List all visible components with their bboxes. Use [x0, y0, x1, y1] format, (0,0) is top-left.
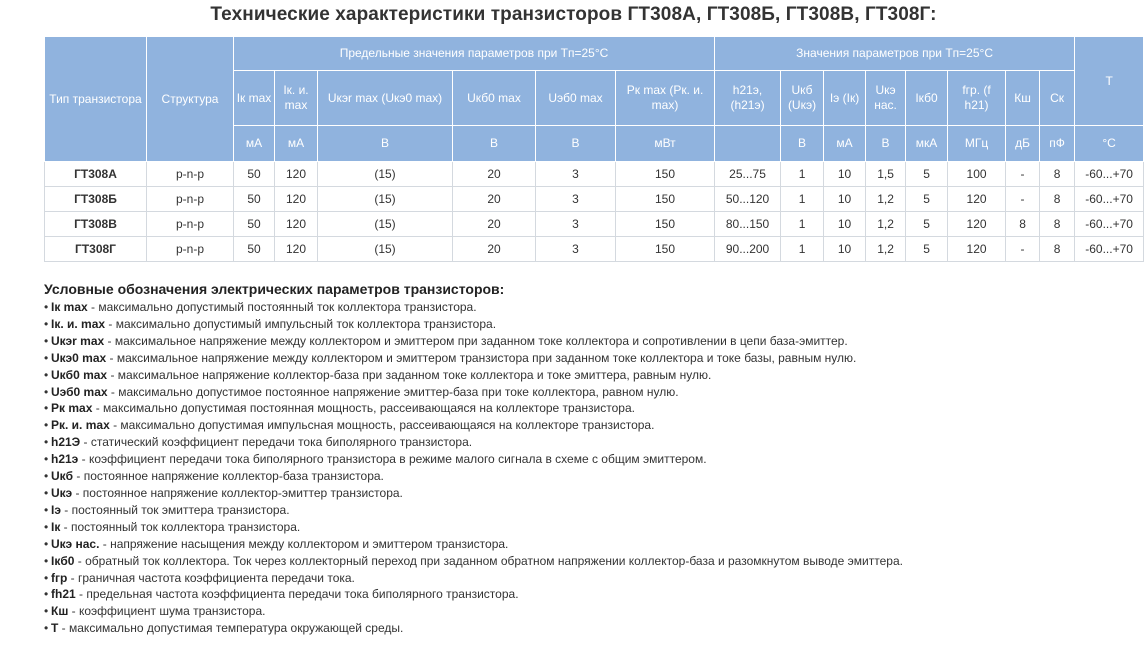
bullet-icon: • — [44, 621, 49, 636]
header-param: h21э, (h21э) — [715, 71, 781, 126]
legend-item — [44, 502, 1114, 519]
table-cell: (15) — [318, 212, 453, 237]
table-cell: 20 — [453, 162, 536, 187]
specs-table — [44, 36, 1144, 262]
header-type: Тип транзистора — [45, 37, 147, 162]
legend-desc: - коэффициент шума транзистора. — [68, 604, 266, 619]
legend-desc: - постоянное напряжение коллектор-база транзистора. — [73, 469, 384, 484]
table-cell: (15) — [318, 162, 453, 187]
legend-item — [44, 620, 1114, 637]
legend-term: fh21 — [51, 587, 76, 602]
header-unit — [715, 126, 781, 162]
legend-desc: - постоянный ток коллектора транзистора. — [60, 519, 301, 534]
table-cell: 50...120 — [715, 187, 781, 212]
header-param: Pк max (Pк. и. max) — [616, 71, 715, 126]
table-cell: 3 — [536, 187, 616, 212]
table-cell: 120 — [275, 237, 318, 262]
table-cell: 5 — [906, 187, 948, 212]
table-row — [45, 212, 1144, 237]
table-cell: 150 — [616, 237, 715, 262]
table-cell: 20 — [453, 212, 536, 237]
legend-term: Uэб0 max — [51, 384, 108, 399]
bullet-icon: • — [44, 553, 49, 568]
header-param: Uкэ нас. — [866, 71, 906, 126]
legend-item — [44, 570, 1114, 587]
header-param: Iк. и. max — [275, 71, 318, 126]
legend-desc: - максимально допустимый постоянный ток коллектора транзистора. — [87, 300, 477, 314]
header-unit: МГц — [948, 126, 1006, 162]
legend-desc: - максимальное напряжение между коллектором и эмиттером транзистора при заданном токе коллектора и токе базы, равным нулю. — [106, 350, 857, 365]
table-cell: - — [1006, 237, 1040, 262]
legend-desc: - коэффициент передачи тока биполярного транзистора в режиме малого сигнала в схеме с общим эмиттером. — [78, 452, 707, 467]
table-cell: (15) — [318, 237, 453, 262]
legend-term: Uкэ — [51, 485, 73, 500]
cell-structure: p-n-p — [147, 187, 234, 212]
legend-item — [44, 451, 1114, 468]
legend-desc: - максимально допустимое постоянное напряжение эмиттер-база при токе коллектора, равном нулю. — [107, 384, 679, 399]
header-unit: дБ — [1006, 126, 1040, 162]
table-cell: 8 — [1040, 237, 1075, 262]
table-cell: (15) — [318, 187, 453, 212]
legend — [44, 281, 1114, 637]
header-unit: пФ — [1040, 126, 1075, 162]
cell-type: ГТ308Г — [45, 237, 147, 262]
legend-item — [44, 603, 1114, 620]
table-cell: 5 — [906, 162, 948, 187]
header-param: Uкб0 max — [453, 71, 536, 126]
table-cell: 90...200 — [715, 237, 781, 262]
legend-item — [44, 384, 1114, 401]
cell-structure: p-n-p — [147, 162, 234, 187]
table-cell: 8 — [1040, 162, 1075, 187]
table-cell: - — [1006, 187, 1040, 212]
legend-term: Uкб — [51, 469, 74, 484]
table-body — [45, 162, 1144, 262]
legend-term: Iк max — [51, 300, 88, 314]
header-param: Uкб (Uкэ) — [781, 71, 824, 126]
legend-term: Uкб0 max — [51, 367, 108, 382]
header-unit: мА — [234, 126, 275, 162]
bullet-icon: • — [44, 435, 49, 450]
header-unit: мА — [824, 126, 866, 162]
bullet-icon: • — [44, 300, 49, 314]
table-row — [45, 187, 1144, 212]
bullet-icon: • — [44, 587, 49, 602]
legend-desc: - максимально допустимый импульсный ток коллектора транзистора. — [105, 316, 497, 331]
table-cell: 80...150 — [715, 212, 781, 237]
table-cell: 20 — [453, 187, 536, 212]
legend-item — [44, 485, 1114, 502]
table-cell: 5 — [906, 237, 948, 262]
legend-desc: - максимально допустимая постоянная мощность, рассеивающаяся на коллекторе транзистора. — [92, 401, 635, 416]
legend-desc: - обратный ток коллектора. Ток через коллекторный переход при заданном обратном напряжении коллектор-база и разомкнутом выводе эмиттера. — [74, 553, 903, 568]
header-param: Iк max — [234, 71, 275, 126]
table-cell: 120 — [948, 187, 1006, 212]
table-cell: 150 — [616, 187, 715, 212]
bullet-icon: • — [44, 502, 49, 517]
header-group-limit: Предельные значения параметров при Tп=25°C — [234, 37, 715, 71]
table-cell: 8 — [1040, 187, 1075, 212]
header-unit: мА — [275, 126, 318, 162]
legend-desc: - максимально допустимая импульсная мощность, рассеивающаяся на коллекторе транзистора. — [109, 418, 655, 433]
legend-term: Iк — [51, 519, 61, 534]
table-cell: 10 — [824, 187, 866, 212]
table-cell: 150 — [616, 212, 715, 237]
cell-type: ГТ308Б — [45, 187, 147, 212]
table-cell: 10 — [824, 212, 866, 237]
table-cell: 1,2 — [866, 212, 906, 237]
table-cell: 5 — [906, 212, 948, 237]
table-cell: 3 — [536, 237, 616, 262]
legend-item — [44, 400, 1114, 417]
legend-title: Условные обозначения электрических параметров транзисторов: — [44, 281, 505, 297]
legend-term: h21Э — [51, 435, 81, 450]
legend-desc: - граничная частота коэффициента передачи тока. — [67, 570, 355, 585]
table-cell: 150 — [616, 162, 715, 187]
legend-item — [44, 367, 1114, 384]
legend-desc: - напряжение насыщения между коллектором и эмиттером транзистора. — [99, 536, 509, 551]
table-cell: 1 — [781, 212, 824, 237]
table-cell: 50 — [234, 162, 275, 187]
bullet-icon: • — [44, 604, 49, 619]
legend-item — [44, 299, 1114, 316]
table-cell: -60...+70 — [1075, 212, 1144, 237]
header-param: Uэб0 max — [536, 71, 616, 126]
table-row — [45, 237, 1144, 262]
table-cell: -60...+70 — [1075, 162, 1144, 187]
legend-desc: - максимально допустимая температура окружающей среды. — [58, 621, 404, 636]
legend-item — [44, 586, 1114, 603]
legend-term: fгр — [51, 570, 68, 585]
legend-item — [44, 468, 1114, 485]
header-unit: В — [781, 126, 824, 162]
header-param: Ск — [1040, 71, 1075, 126]
table-cell: - — [1006, 162, 1040, 187]
table-cell: 10 — [824, 162, 866, 187]
header-temp: T — [1075, 37, 1144, 126]
legend-term: Iкб0 — [51, 553, 75, 568]
table-cell: 120 — [948, 212, 1006, 237]
bullet-icon: • — [44, 536, 49, 551]
table-cell: 3 — [536, 212, 616, 237]
table-cell: 1,2 — [866, 237, 906, 262]
table-cell: 20 — [453, 237, 536, 262]
bullet-icon: • — [44, 316, 49, 331]
bullet-icon: • — [44, 401, 49, 416]
header-unit: В — [866, 126, 906, 162]
header-unit: В — [318, 126, 453, 162]
table-cell: 50 — [234, 212, 275, 237]
bullet-icon: • — [44, 452, 49, 467]
table-cell: 25...75 — [715, 162, 781, 187]
header-param: fгр. (f h21) — [948, 71, 1006, 126]
header-param: Uкэr max (Uкэ0 max) — [318, 71, 453, 126]
table-cell: 100 — [948, 162, 1006, 187]
legend-term: Uкэ нас. — [51, 536, 100, 551]
table-cell: 8 — [1040, 212, 1075, 237]
legend-term: Pк. и. max — [51, 418, 110, 433]
cell-structure: p-n-p — [147, 237, 234, 262]
table-cell: 50 — [234, 237, 275, 262]
bullet-icon: • — [44, 485, 49, 500]
legend-item — [44, 434, 1114, 451]
cell-type: ГТ308А — [45, 162, 147, 187]
header-param: Кш — [1006, 71, 1040, 126]
legend-desc: - предельная частота коэффициента передачи тока биполярного транзистора. — [75, 587, 519, 602]
legend-item — [44, 519, 1114, 536]
header-unit: В — [536, 126, 616, 162]
legend-term: Iэ — [51, 502, 61, 517]
legend-desc: - постоянный ток эмиттера транзистора. — [60, 502, 290, 517]
table-cell: -60...+70 — [1075, 187, 1144, 212]
header-unit: °C — [1075, 126, 1144, 162]
header-structure: Структура — [147, 37, 234, 162]
legend-term: Iк. и. max — [51, 316, 106, 331]
table-cell: 1,2 — [866, 187, 906, 212]
bullet-icon: • — [44, 570, 49, 585]
legend-term: h21э — [51, 452, 79, 467]
header-unit: мВт — [616, 126, 715, 162]
header-param: Iкб0 — [906, 71, 948, 126]
legend-item — [44, 553, 1114, 570]
legend-desc: - максимальное напряжение между коллектором и эмиттером при заданном токе коллектора и сопротивлении в цепи база-эмиттер. — [104, 333, 848, 348]
cell-structure: p-n-p — [147, 212, 234, 237]
header-group-values: Значения параметров при Tп=25°C — [715, 37, 1075, 71]
bullet-icon: • — [44, 384, 49, 399]
table-cell: 3 — [536, 162, 616, 187]
legend-desc: - постоянное напряжение коллектор-эмиттер транзистора. — [72, 485, 403, 500]
legend-item — [44, 333, 1114, 350]
header-unit: В — [453, 126, 536, 162]
table-cell: -60...+70 — [1075, 237, 1144, 262]
legend-item — [44, 316, 1114, 333]
table-cell: 1 — [781, 162, 824, 187]
bullet-icon: • — [44, 519, 49, 534]
table-cell: 1 — [781, 187, 824, 212]
legend-desc: - статический коэффициент передачи тока биполярного транзистора. — [80, 435, 473, 450]
cell-type: ГТ308В — [45, 212, 147, 237]
bullet-icon: • — [44, 418, 49, 433]
table-cell: 1 — [781, 237, 824, 262]
header-param: Iэ (Iк) — [824, 71, 866, 126]
table-cell: 120 — [275, 212, 318, 237]
legend-term: Кш — [51, 604, 69, 619]
table-cell: 120 — [275, 187, 318, 212]
header-unit: мкА — [906, 126, 948, 162]
bullet-icon: • — [44, 350, 49, 365]
table-row — [45, 162, 1144, 187]
page-title: Технические характеристики транзисторов ГТ308А, ГТ308Б, ГТ308В, ГТ308Г: — [210, 4, 937, 25]
legend-term: Pк max — [51, 401, 93, 416]
table-cell: 10 — [824, 237, 866, 262]
legend-item — [44, 350, 1114, 367]
table-cell: 50 — [234, 187, 275, 212]
bullet-icon: • — [44, 333, 49, 348]
table-cell: 120 — [275, 162, 318, 187]
legend-item — [44, 417, 1114, 434]
table-header — [45, 37, 1144, 162]
legend-term: Uкэr max — [51, 333, 105, 348]
legend-term: T — [51, 621, 59, 636]
bullet-icon: • — [44, 469, 49, 484]
legend-list — [44, 299, 1114, 637]
legend-desc: - максимальное напряжение коллектор-база при заданном токе коллектора и токе эмиттера, равным нулю. — [107, 367, 712, 382]
table-cell: 8 — [1006, 212, 1040, 237]
legend-term: Uкэ0 max — [51, 350, 107, 365]
legend-item — [44, 536, 1114, 553]
table-cell: 120 — [948, 237, 1006, 262]
bullet-icon: • — [44, 367, 49, 382]
table-cell: 1,5 — [866, 162, 906, 187]
